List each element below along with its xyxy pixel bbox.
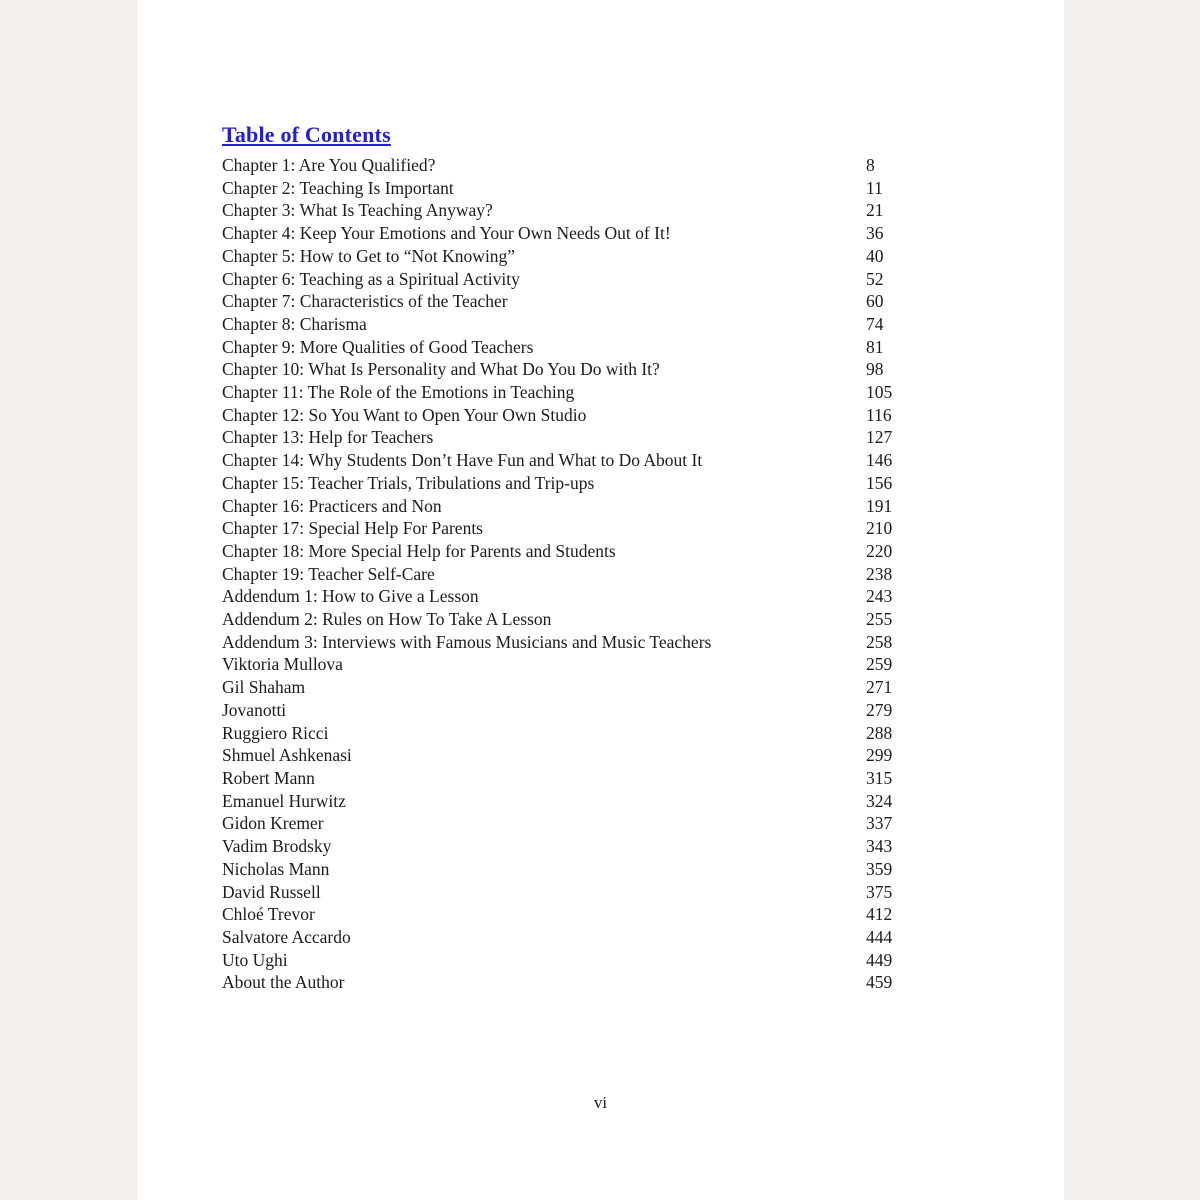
toc-entry-label: Addendum 2: Rules on How To Take A Lesson: [222, 609, 552, 630]
toc-entry-page-number: 21: [866, 200, 884, 221]
toc-row: [222, 336, 922, 359]
toc-entry-page-number: 324: [866, 790, 893, 811]
toc-entry-label: Gidon Kremer: [222, 813, 324, 834]
toc-row: [222, 812, 922, 835]
document-page: [137, 0, 1064, 1200]
table-of-contents-title-link[interactable]: Table of Contents: [222, 122, 391, 147]
toc-list: [222, 154, 922, 994]
toc-row: [222, 381, 922, 404]
toc-entry-label: Chapter 8: Charisma: [222, 313, 367, 334]
toc-entry-label: Chapter 3: What Is Teaching Anyway?: [222, 200, 493, 221]
toc-entry-page-number: 359: [866, 858, 893, 879]
toc-content: [222, 122, 922, 994]
toc-entry-page-number: 52: [866, 268, 884, 289]
toc-entry-label: Shmuel Ashkenasi: [222, 745, 352, 766]
toc-row: [222, 653, 922, 676]
toc-entry-page-number: 412: [866, 904, 893, 925]
toc-entry-label: Viktoria Mullova: [222, 654, 343, 675]
toc-entry-page-number: 81: [866, 336, 884, 357]
toc-entry-label: Robert Mann: [222, 767, 315, 788]
toc-entry-label: Jovanotti: [222, 699, 287, 720]
toc-entry-label: Addendum 1: How to Give a Lesson: [222, 586, 479, 607]
toc-entry-label: Chapter 15: Teacher Trials, Tribulations and Trip-ups: [222, 472, 595, 493]
toc-entry-label: Vadim Brodsky: [222, 836, 332, 857]
toc-entry-label: Chapter 19: Teacher Self-Care: [222, 563, 435, 584]
toc-entry-page-number: 220: [866, 540, 893, 561]
toc-entry-label: Chapter 9: More Qualities of Good Teachers: [222, 336, 534, 357]
toc-entry-page-number: 60: [866, 291, 884, 312]
toc-entry-label: Ruggiero Ricci: [222, 722, 329, 743]
toc-row: [222, 835, 922, 858]
toc-entry-label: Chapter 7: Characteristics of the Teacher: [222, 291, 508, 312]
toc-entry-label: Chloé Trevor: [222, 904, 315, 925]
toc-entry-page-number: 36: [866, 223, 884, 244]
toc-entry-page-number: 375: [866, 881, 893, 902]
toc-entry-page-number: 116: [866, 404, 892, 425]
toc-entry-page-number: 74: [866, 313, 884, 334]
toc-entry-label: Gil Shaham: [222, 677, 306, 698]
toc-entry-page-number: 11: [866, 177, 883, 198]
toc-entry-label: Chapter 5: How to Get to “Not Knowing”: [222, 245, 516, 266]
toc-entry-label: Chapter 11: The Role of the Emotions in Teaching: [222, 382, 575, 403]
toc-entry-page-number: 238: [866, 563, 893, 584]
toc-entry-page-number: 210: [866, 518, 893, 539]
toc-row: [222, 426, 922, 449]
toc-entry-label: Salvatore Accardo: [222, 926, 351, 947]
toc-row: [222, 744, 922, 767]
toc-row: [222, 290, 922, 313]
toc-entry-page-number: 255: [866, 609, 893, 630]
toc-row: [222, 358, 922, 381]
toc-row: [222, 563, 922, 586]
toc-row: [222, 222, 922, 245]
toc-entry-page-number: 243: [866, 586, 893, 607]
toc-entry-page-number: 156: [866, 472, 893, 493]
toc-entry-label: Chapter 12: So You Want to Open Your Own Studio: [222, 404, 587, 425]
toc-entry-page-number: 259: [866, 654, 893, 675]
toc-entry-label: Addendum 3: Interviews with Famous Musicians and Music Teachers: [222, 631, 712, 652]
toc-row: [222, 903, 922, 926]
toc-row: [222, 971, 922, 994]
toc-entry-label: Chapter 6: Teaching as a Spiritual Activity: [222, 268, 520, 289]
toc-row: [222, 313, 922, 336]
toc-entry-label: Emanuel Hurwitz: [222, 790, 346, 811]
toc-row: [222, 926, 922, 949]
toc-entry-page-number: 343: [866, 836, 893, 857]
toc-row: [222, 268, 922, 291]
toc-entry-label: Chapter 14: Why Students Don’t Have Fun and What to Do About It: [222, 450, 703, 471]
toc-entry-page-number: 444: [866, 926, 893, 947]
toc-row: [222, 608, 922, 631]
toc-entry-label: Uto Ughi: [222, 949, 288, 970]
toc-entry-label: Chapter 1: Are You Qualified?: [222, 155, 436, 175]
toc-row: [222, 517, 922, 540]
toc-row: [222, 722, 922, 745]
toc-entry-label: About the Author: [222, 972, 345, 993]
toc-row: [222, 199, 922, 222]
toc-entry-page-number: 271: [866, 677, 893, 698]
toc-entry-label: Chapter 17: Special Help For Parents: [222, 518, 483, 539]
toc-row: [222, 245, 922, 268]
toc-row: [222, 449, 922, 472]
toc-row: [222, 949, 922, 972]
toc-row: [222, 790, 922, 813]
toc-row: [222, 699, 922, 722]
toc-entry-page-number: 258: [866, 631, 893, 652]
toc-entry-page-number: 315: [866, 767, 893, 788]
toc-row: [222, 881, 922, 904]
toc-row: [222, 177, 922, 200]
toc-entry-page-number: 191: [866, 495, 893, 516]
toc-row: [222, 676, 922, 699]
toc-entry-label: Chapter 16: Practicers and Non: [222, 495, 442, 516]
toc-entry-page-number: 337: [866, 813, 893, 834]
toc-row: [222, 495, 922, 518]
toc-entry-label: Chapter 2: Teaching Is Important: [222, 177, 454, 198]
toc-row: [222, 404, 922, 427]
toc-row: [222, 154, 922, 177]
toc-entry-page-number: 8: [866, 155, 875, 175]
toc-entry-page-number: 279: [866, 699, 893, 720]
toc-entry-label: David Russell: [222, 881, 321, 902]
toc-entry-page-number: 127: [866, 427, 893, 448]
toc-entry-label: Nicholas Mann: [222, 858, 330, 879]
toc-entry-page-number: 146: [866, 450, 893, 471]
toc-entry-page-number: 288: [866, 722, 893, 743]
toc-row: [222, 631, 922, 654]
toc-entry-label: Chapter 13: Help for Teachers: [222, 427, 434, 448]
toc-row: [222, 585, 922, 608]
toc-entry-label: Chapter 10: What Is Personality and What Do You Do with It?: [222, 359, 660, 380]
toc-entry-page-number: 449: [866, 949, 893, 970]
toc-entry-page-number: 299: [866, 745, 893, 766]
toc-entry-page-number: 40: [866, 245, 884, 266]
toc-row: [222, 767, 922, 790]
toc-entry-page-number: 459: [866, 972, 893, 993]
toc-entry-label: Chapter 4: Keep Your Emotions and Your Own Needs Out of It!: [222, 223, 671, 244]
toc-entry-label: Chapter 18: More Special Help for Parents and Students: [222, 540, 616, 561]
footer-page-number: vi: [593, 1093, 608, 1112]
toc-row: [222, 540, 922, 563]
toc-row: [222, 858, 922, 881]
toc-row: [222, 472, 922, 495]
toc-entry-page-number: 105: [866, 382, 893, 403]
toc-entry-page-number: 98: [866, 359, 884, 380]
